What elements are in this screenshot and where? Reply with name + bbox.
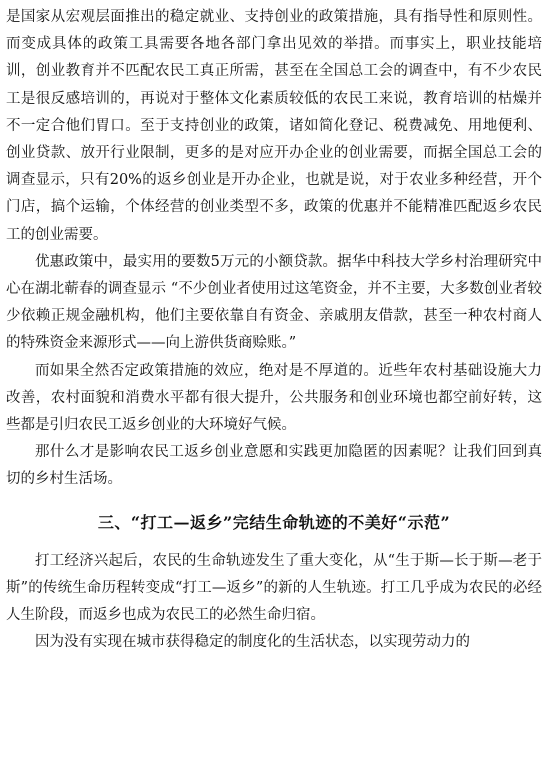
paragraph-hidden-factors: 那什么才是影响农民工返乡创业意愿和实践更加隐匿的因素呢？让我们回到真切的乡村生活场。	[6, 444, 542, 488]
paragraph-life-trajectory: 打工经济兴起后，农民的生命轨迹发生了重大变化，从“生于斯—长于斯—老于斯”的传统生命历程转变成“打工—返乡”的新的人生轨迹。打工几乎成为农民的必经人生阶段，而返乡也成为农民工的必然生命归宿。	[6, 552, 542, 624]
paragraph-policy-mismatch: 是国家从宏观层面推出的稳定就业、支持创业的政策措施，具有指导性和原则性。而变成具体的政策工具需要各地各部门拿出见效的举措。而事实上，职业技能培训，创业教育并不匹配农民工真正所需，甚至在全国总工会的调查中，有不少农民工是很反感培训的，再说对于整体文化素质较低的农民工来说，教育培训的枯燥并不一定合他们胃口。至于支持创业的政策，诸如简化登记、税费减免、用地便利、创业贷款、放开行业限制，更多的是对应开办企业的创业需要，而据全国总工会的调查显示，只有20%的返乡创业是开办企业，也就是说，对于农业多种经营，开个门店，搞个运输，个体经营的创业类型不多，政策的优惠并不能精准匹配返乡农民工的创业需要。	[6, 9, 542, 243]
paragraph-unstable-city-life: 因为没有实现在城市获得稳定的制度化的生活状态，以实现劳动力的	[35, 634, 470, 651]
paragraph-microloan: 优惠政策中，最实用的要数5万元的小额贷款。据华中科技大学乡村治理研究中心在湖北蕲春的调查显示 “不少创业者使用过这笔资金，并不主要，大多数创业者较少依赖正规金融机构，他们主要依靠自有资金、亲戚朋友借款，甚至一种农村商人的特殊资金来源形式——向上游供货商赊账。”	[6, 253, 542, 352]
paragraph-policy-effect: 而如果全然否定政策措施的效应，绝对是不厚道的。近些年农村基础设施大力改善，农村面貌和消费水平都有很大提升，公共服务和创业环境也都空前好转，这些都是引归农民工返乡创业的大环境好气候。	[6, 362, 542, 434]
section-heading: 三、“打工—返乡”完结生命轨迹的不美好“示范”	[97, 512, 451, 532]
